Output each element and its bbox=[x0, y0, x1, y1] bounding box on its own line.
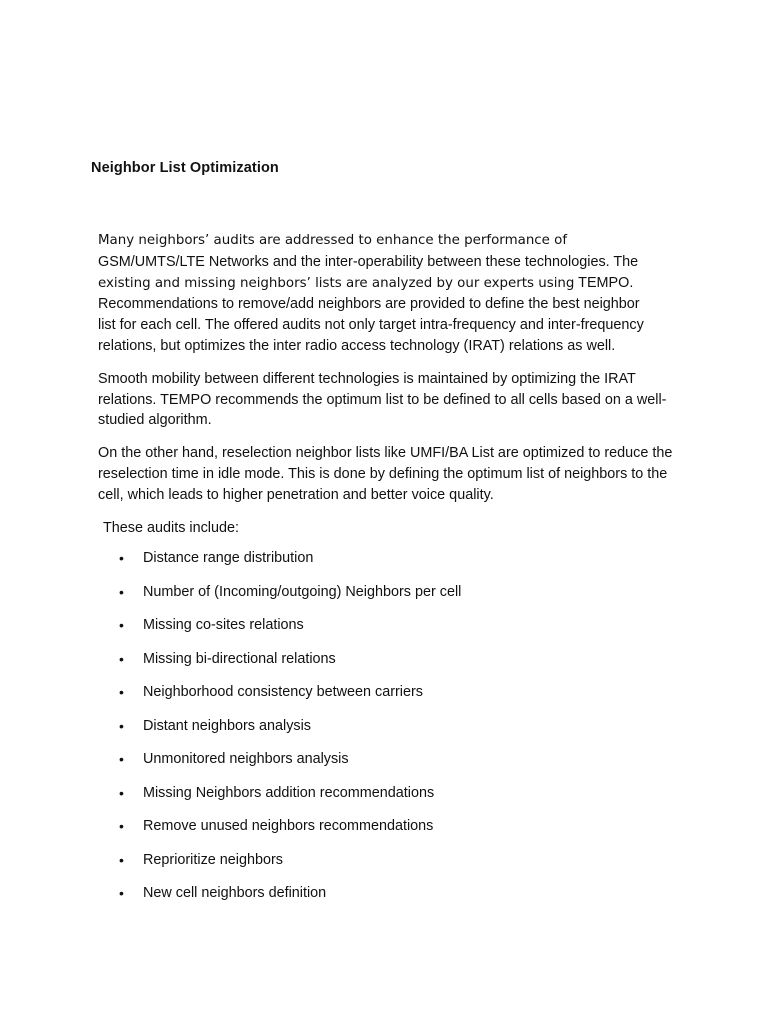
audit-label: Distance range distribution bbox=[143, 550, 314, 567]
bullet-icon: • bbox=[119, 550, 124, 567]
audit-list-item bbox=[98, 682, 688, 716]
audit-label: Number of (Incoming/outgoing) Neighbors per cell bbox=[143, 583, 462, 600]
audit-list-item bbox=[98, 716, 688, 750]
audit-list-item bbox=[98, 548, 688, 582]
audit-label: Remove unused neighbors recommendations bbox=[143, 818, 434, 835]
audit-label: Missing Neighbors addition recommendations bbox=[143, 784, 435, 801]
audit-label: New cell neighbors definition bbox=[143, 885, 327, 902]
bullet-icon: • bbox=[119, 851, 124, 868]
audit-label: Neighborhood consistency between carriers bbox=[143, 684, 423, 701]
audit-list-item bbox=[98, 850, 688, 884]
paragraph-reselection: On the other hand, reselection neighbor lists like UMFI/BA List are optimized to reduce the reselection time in idle mode. This is done by defining the optimum list of neighbors to the cell, which leads to higher penetration and better voice quality. bbox=[98, 445, 673, 503]
paragraph-intro-line-1: Many neighbors’ audits are addressed to enhance the performance of bbox=[98, 233, 568, 248]
paragraph-intro-line-3b: TEMPO. bbox=[574, 274, 634, 291]
paragraph-intro-line-4: Recommendations to remove/add neighbors are provided to define the best neighbor bbox=[98, 296, 640, 313]
paragraph-intro bbox=[98, 230, 688, 357]
paragraph-mobility: Smooth mobility between different technologies is maintained by optimizing the IRAT relations. TEMPO recommends the optimum list to be defined to all cells based on a well-studied algorithm. bbox=[98, 370, 667, 429]
audit-list-item bbox=[98, 883, 688, 917]
bullet-icon: • bbox=[119, 885, 124, 902]
bullet-icon: • bbox=[119, 583, 124, 600]
audit-label: Unmonitored neighbors analysis bbox=[143, 751, 349, 768]
bullet-icon: • bbox=[119, 617, 124, 634]
audit-list bbox=[98, 548, 688, 917]
bullet-icon: • bbox=[119, 818, 124, 835]
audit-label: Distant neighbors analysis bbox=[143, 717, 311, 734]
audit-list-item bbox=[98, 749, 688, 783]
bullet-icon: • bbox=[119, 717, 124, 734]
paragraph-intro-line-3a: existing and missing neighbors’ lists are analyzed by our experts using bbox=[98, 275, 575, 291]
audit-label: Missing bi-directional relations bbox=[143, 650, 336, 667]
paragraph-intro-line-5: list for each cell. The offered audits not only target intra-frequency and inter-frequency bbox=[98, 317, 644, 334]
audit-label: Reprioritize neighbors bbox=[143, 851, 283, 868]
paragraph-intro-line-6: relations, but optimizes the inter radio access technology (IRAT) relations as well. bbox=[98, 337, 616, 354]
page-title: Neighbor List Optimization bbox=[91, 160, 279, 176]
audit-list-item bbox=[98, 615, 688, 649]
paragraph-intro-line-2: GSM/UMTS/LTE Networks and the inter-operability between these technologies. The bbox=[98, 253, 639, 270]
bullet-icon: • bbox=[119, 650, 124, 667]
audit-list-item bbox=[98, 582, 688, 616]
audit-list-item bbox=[98, 649, 688, 683]
audits-intro: These audits include: bbox=[103, 519, 239, 536]
bullet-icon: • bbox=[119, 784, 124, 801]
audit-label: Missing co-sites relations bbox=[143, 617, 304, 634]
bullet-icon: • bbox=[119, 751, 124, 768]
bullet-icon: • bbox=[119, 684, 124, 701]
audit-list-item bbox=[98, 783, 688, 817]
audit-list-item bbox=[98, 816, 688, 850]
document-body bbox=[98, 230, 688, 917]
